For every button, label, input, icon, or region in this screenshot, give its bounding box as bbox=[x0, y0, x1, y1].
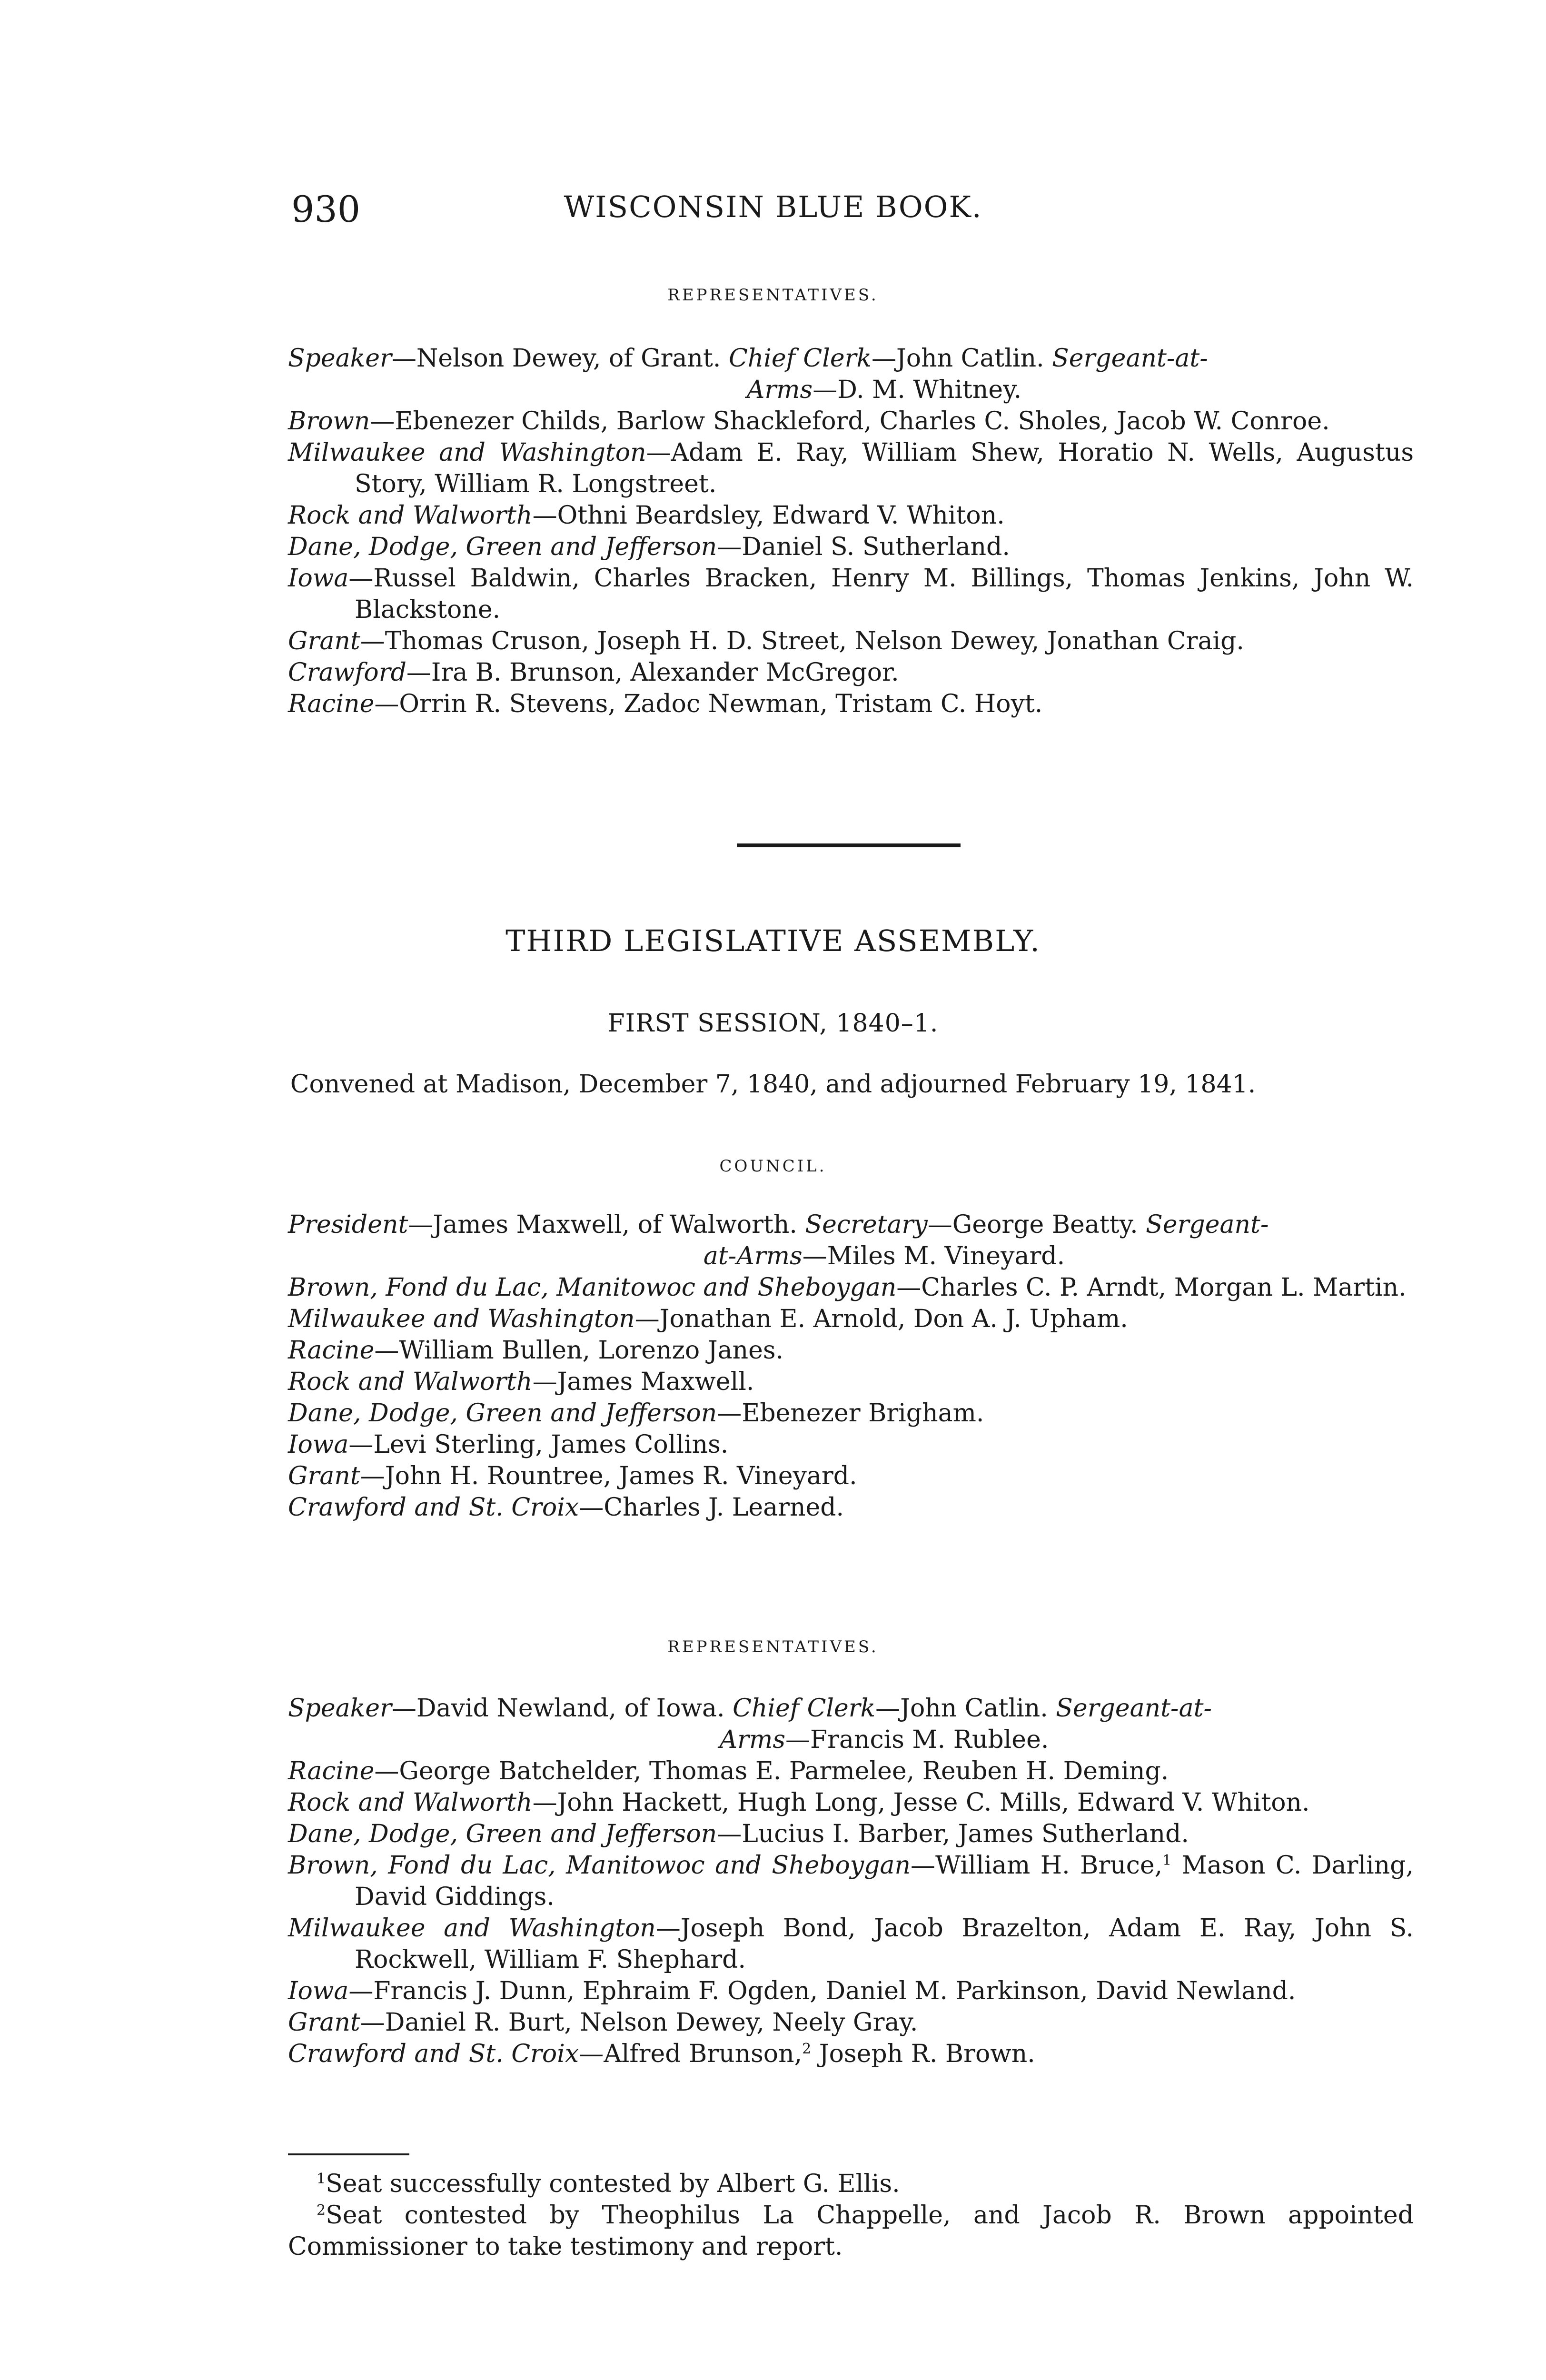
footnote: $^1$Seat successfully contested by Albert G. Ellis. bbox=[317, 2170, 900, 2198]
list-item: Iowa—Levi Sterling, James Collins. bbox=[288, 1430, 729, 1459]
list-item: Milwaukee and Washington—Jonathan E. Arnold, Don A. J. Upham. bbox=[288, 1305, 1128, 1333]
session-title: FIRST SESSION, 1840–1. bbox=[607, 1009, 939, 1038]
list-item: Rock and Walworth—John Hackett, Hugh Long, Jesse C. Mills, Edward V. Whiton. bbox=[288, 1788, 1310, 1817]
council-section bbox=[288, 1209, 1414, 1523]
list-item: Grant—Daniel R. Burt, Nelson Dewey, Neely Gray. bbox=[288, 2008, 918, 2037]
council-heading: COUNCIL. bbox=[719, 1157, 827, 1176]
list-item: Rock and Walworth—Othni Beardsley, Edward V. Whiton. bbox=[288, 501, 1005, 530]
secretary-label: Secretary bbox=[805, 1210, 928, 1239]
footnote: $^2$Seat contested by Theophilus La Chappelle, and Jacob R. Brown appointed Commissioner to take testimony and report. bbox=[288, 2201, 1414, 2261]
clerk-label: Chief Clerk bbox=[728, 344, 872, 373]
sergeant-text: —Francis M. Rublee. bbox=[785, 1726, 1049, 1754]
sergeant-text: —D. M. Whitney. bbox=[813, 376, 1022, 404]
sergeant-label-b: Arms bbox=[746, 376, 813, 404]
list-item: Racine—William Bullen, Lorenzo Janes. bbox=[288, 1336, 784, 1365]
footnote-ref: 1 bbox=[1162, 1852, 1172, 1869]
speaker-text: —Nelson Dewey, of Grant. bbox=[391, 344, 721, 373]
footnote-rule bbox=[288, 2153, 409, 2155]
section-divider bbox=[737, 843, 961, 847]
list-item: Brown, Fond du Lac, Manitowoc and Sheboygan—Charles C. P. Arndt, Morgan L. Martin. bbox=[288, 1273, 1407, 1302]
president-label: President bbox=[288, 1210, 408, 1239]
list-item: Racine—George Batchelder, Thomas E. Parmelee, Reuben H. Deming. bbox=[288, 1757, 1169, 1785]
footnotes bbox=[288, 2168, 1414, 2262]
list-item: Iowa—Russel Baldwin, Charles Bracken, Henry M. Billings, Thomas Jenkins, John W. Blackstone. bbox=[288, 564, 1414, 624]
reps2-officers bbox=[288, 1693, 1414, 1755]
reps1-heading: REPRESENTATIVES. bbox=[667, 286, 879, 305]
council-officers bbox=[288, 1209, 1414, 1272]
list-item: Grant—John H. Rountree, James R. Vineyard. bbox=[288, 1462, 857, 1490]
reps1-officers bbox=[288, 343, 1414, 406]
sergeant-label-a: Sergeant-at- bbox=[1056, 1694, 1212, 1723]
list-item: Grant—Thomas Cruson, Joseph H. D. Street, Nelson Dewey, Jonathan Craig. bbox=[288, 627, 1244, 655]
list-item: Crawford and St. Croix—Charles J. Learned. bbox=[288, 1493, 844, 1522]
footnote-ref: 2 bbox=[802, 2041, 812, 2057]
reps2-section bbox=[288, 1693, 1414, 2070]
list-item: Dane, Dodge, Green and Jefferson—Daniel S. Sutherland. bbox=[288, 533, 1010, 561]
assembly-title: THIRD LEGISLATIVE ASSEMBLY. bbox=[505, 923, 1041, 958]
list-item: Iowa—Francis J. Dunn, Ephraim F. Ogden, Daniel M. Parkinson, David Newland. bbox=[288, 1977, 1296, 2005]
clerk-label: Chief Clerk bbox=[733, 1694, 876, 1723]
list-item: Dane, Dodge, Green and Jefferson—Ebenezer Brigham. bbox=[288, 1399, 984, 1428]
list-item: Brown—Ebenezer Childs, Barlow Shackleford, Charles C. Sholes, Jacob W. Conroe. bbox=[288, 407, 1330, 436]
sergeant-label-b: Arms bbox=[719, 1726, 786, 1754]
speaker-label: Speaker bbox=[288, 344, 392, 373]
reps1-section bbox=[288, 343, 1414, 720]
list-item: Crawford—Ira B. Brunson, Alexander McGregor. bbox=[288, 658, 899, 687]
secretary-text: —George Beatty. bbox=[927, 1210, 1138, 1239]
convened-line: Convened at Madison, December 7, 1840, and adjourned February 19, 1841. bbox=[290, 1070, 1256, 1099]
list-item: Crawford and St. Croix—Alfred Brunson,$^2$ Joseph R. Brown. bbox=[288, 2040, 1035, 2068]
clerk-text: —John Catlin. bbox=[871, 344, 1044, 373]
clerk-text: —John Catlin. bbox=[875, 1694, 1048, 1723]
running-header: WISCONSIN BLUE BOOK. bbox=[564, 189, 982, 224]
sergeant-label-a: Sergeant- bbox=[1146, 1210, 1269, 1239]
reps2-heading: REPRESENTATIVES. bbox=[667, 1637, 879, 1656]
speaker-label: Speaker bbox=[288, 1694, 392, 1723]
speaker-text: —David Newland, of Iowa. bbox=[391, 1694, 725, 1723]
sergeant-text: —Miles M. Vineyard. bbox=[802, 1242, 1065, 1270]
sergeant-label-a: Sergeant-at- bbox=[1052, 344, 1208, 373]
list-item: Milwaukee and Washington—Joseph Bond, Jacob Brazelton, Adam E. Ray, John S. Rockwell, William F. Shephard. bbox=[288, 1914, 1414, 1974]
list-item: Racine—Orrin R. Stevens, Zadoc Newman, Tristam C. Hoyt. bbox=[288, 690, 1043, 718]
list-item: Brown, Fond du Lac, Manitowoc and Sheboygan—William H. Bruce,$^1$ Mason C. Darling, David Giddings. bbox=[288, 1851, 1414, 1911]
president-text: —James Maxwell, of Walworth. bbox=[408, 1210, 797, 1239]
list-item: Rock and Walworth—James Maxwell. bbox=[288, 1368, 754, 1396]
page-number: 930 bbox=[291, 188, 361, 230]
list-item: Milwaukee and Washington—Adam E. Ray, William Shew, Horatio N. Wells, Augustus Story, William R. Longstreet. bbox=[288, 438, 1414, 498]
sergeant-label-b: at-Arms bbox=[703, 1242, 803, 1270]
list-item: Dane, Dodge, Green and Jefferson—Lucius I. Barber, James Sutherland. bbox=[288, 1820, 1189, 1848]
